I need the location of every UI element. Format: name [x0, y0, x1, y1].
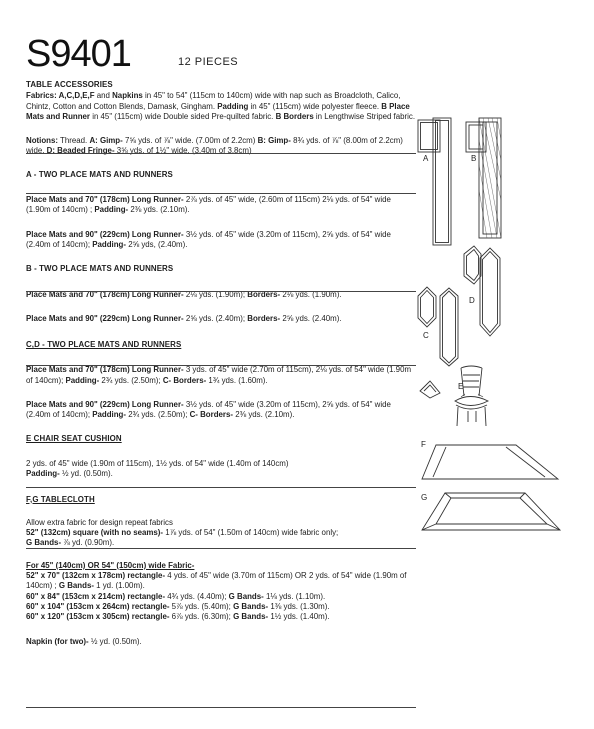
section-title: TABLE ACCESSORIES	[26, 80, 113, 89]
view-label-b: B	[471, 154, 477, 163]
yardage-row: Place Mats and 90" (229cm) Long Runner- 2⅝ yds. (2.40m); Borders- 2⅝ yds. (2.40m).	[26, 313, 342, 323]
view-label-f: F	[421, 440, 426, 449]
view-label-a: A	[423, 154, 429, 163]
view-e-drawing	[455, 366, 488, 426]
section-divider	[26, 153, 416, 154]
view-f-drawing	[422, 445, 558, 479]
section-divider	[26, 548, 416, 549]
view-a-drawing	[418, 118, 451, 245]
section-title: B - TWO PLACE MATS AND RUNNERS	[26, 264, 174, 274]
yardage-row: Place Mats and 70" (178cm) Long Runner- 2⅛ yds. (1.90m); Borders- 2⅛ yds. (1.90m).	[26, 289, 342, 299]
notions-paragraph: Notions: Thread. A: Gimp- 7⅝ yds. of ⅞" wide. (7.00m of 2.2cm) B: Gimp- 8¾ yds. of ⅞" (8.00m of 2.2cm) wide. D: Beaded Fringe- 3⅝ yds. of 1½" wide. (3.40m of 3.8cm)	[26, 136, 403, 156]
view-d-drawing	[464, 246, 500, 336]
yardage-row: Place Mats and 90" (229cm) Long Runner- 3½ yds. of 45" wide (3.20m of 115cm), 2⅝ yds. of 54" wide (2.40m of 140cm); Padding- 2⅝ yds, (2.40m).	[26, 229, 391, 249]
section-divider	[26, 487, 416, 488]
yardage-row: Place Mats and 70" (178cm) Long Runner- 3 yds. of 45" wide (2.70m of 115cm), 2⅛ yds. of 54" wide (1.90m of 140cm); Padding- 2¾ yds. (2.50m); C- Borders- 1¾ yds. (1.60m).	[26, 365, 412, 385]
yardage-row: 2 yds. of 45" wide (1.90m of 115cm), 1½ yds. of 54" wide (1.40m of 140cm) Padding- ½ yd. (0.50m).	[26, 458, 289, 479]
section-a	[26, 170, 416, 250]
design-repeat-note: Allow extra fabric for design repeat fabrics	[26, 517, 173, 527]
piece-count: 12 PIECES	[178, 56, 239, 68]
section-title: F,G TABLECLOTH	[26, 494, 95, 504]
header	[26, 34, 446, 74]
view-label-g: G	[421, 493, 428, 502]
view-label-d: D	[469, 296, 475, 305]
section-title: E CHAIR SEAT CUSHION	[26, 433, 122, 443]
section-divider	[26, 707, 416, 708]
view-c-drawing	[418, 287, 458, 366]
section-e	[26, 434, 416, 480]
section-divider	[26, 291, 416, 292]
yardage-row: Place Mats and 90" (229cm) Long Runner- 3½ yds. of 45" wide (3.20m of 115cm), 2⅝ yds. of 54" wide (2.40m of 140cm); Padding- 2¾ yds. (2.50m); C- Borders- 2⅜ yds. (2.10m).	[26, 400, 391, 420]
section-b	[26, 264, 416, 324]
section-divider	[26, 365, 416, 366]
yardage-row: 60" x 84" (153cm x 214cm) rectangle- 4¾ yds. (4.40m); G Bands- 1⅛ yds. (1.10m).	[26, 591, 326, 601]
yardage-row: 60" x 120" (153cm x 305cm) rectangle- 6⅞ yds. (6.30m); G Bands- 1½ yds. (1.40m).	[26, 612, 330, 622]
view-label-e: E	[458, 382, 464, 391]
yardage-row: 60" x 104" (153cm x 264cm) rectangle- 5⅞ yds. (5.40m); G Bands- 1⅜ yds. (1.30m).	[26, 601, 330, 611]
section-cd	[26, 340, 416, 420]
yardage-row: Place Mats and 70" (178cm) Long Runner- 2⅞ yds. of 45" wide, (2.60m of 115cm) 2⅛ yds. of 54" wide (1.90m of 140cm) ; Padding- 2⅜ yds. (2.10m).	[26, 195, 391, 215]
section-title: A - TWO PLACE MATS AND RUNNERS	[26, 169, 173, 179]
napkin-drawing	[420, 381, 440, 398]
section-accessories	[26, 80, 416, 157]
wide-fabric-heading: For 45" (140cm) OR 54" (150cm) wide Fabric-	[26, 560, 195, 570]
view-label-c: C	[423, 331, 429, 340]
napkin-row: Napkin (for two)- ½ yd. (0.50m).	[26, 636, 142, 646]
yardage-column	[26, 80, 416, 647]
fabrics-paragraph: Fabrics: A,C,D,E,F and Napkins in 45" to 54" (115cm to 140cm) wide with nap such as Broadcloth, Calico, Chintz, Cotton and Cotton Blends, Damask, Gingham. Padding in 45" (115cm) wide polyester fleece. B Place Mats and Runner in 45" (115cm) wide Double sided Pre-quilted fabric. B Borders in Lengthwise Striped fabric.	[26, 91, 416, 121]
view-g-drawing	[422, 493, 560, 530]
section-fg	[26, 495, 416, 623]
view-b-drawing	[466, 118, 501, 238]
section-title: C,D - TWO PLACE MATS AND RUNNERS	[26, 340, 182, 350]
yardage-row: 52" (132cm) square (with no seams)- 1⅞ yds. of 54" (1.50m of 140cm) wide fabric only; G Bands- ⅞ yd. (0.90m).	[26, 528, 339, 548]
pattern-number: S9401	[26, 33, 131, 75]
section-divider	[26, 193, 416, 194]
yardage-row: 52" x 70" (132cm x 178cm) rectangle- 4 yds. of 45" wide (3.70m of 115cm) OR 2 yds. of 54" wide (1.90m of 140cm) ; G Bands- 1 yd. (1.00m).	[26, 571, 407, 591]
